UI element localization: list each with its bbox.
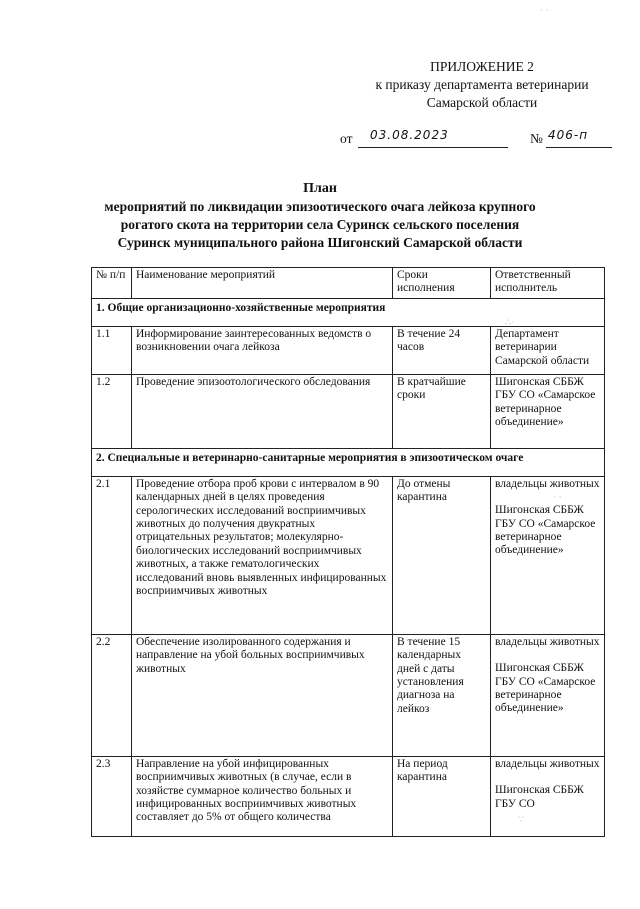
- responsible-primary: Департамент ветеринарии Самарской области: [495, 327, 590, 367]
- table-row: [92, 374, 605, 448]
- row-name: Информирование заинтересованных ведомств о возникновении очага лейкоза: [132, 326, 393, 374]
- header-responsible: Ответственный исполнитель: [491, 268, 605, 299]
- row-terms: На период карантина: [393, 756, 491, 836]
- row-num: 2.2: [92, 634, 132, 756]
- table-header-row: [92, 268, 605, 299]
- row-responsible: [491, 374, 605, 448]
- row-name: Направление на убой инфицированных восприимчивых животных (в случае, если в хозяйстве суммарное количество больных и инфицированных восприимчивых животных составляет до 5% от общего количества: [132, 756, 393, 836]
- row-responsible: [491, 756, 605, 836]
- plan-title-heading: План: [303, 181, 337, 196]
- appendix-header: [352, 58, 612, 112]
- row-num: 1.2: [92, 374, 132, 448]
- scan-noise: · ·: [540, 6, 549, 16]
- order-date-underline: [358, 147, 508, 148]
- row-responsible: [491, 476, 605, 634]
- scan-noise: ∵: [518, 815, 524, 825]
- header-num: № п/п: [92, 268, 132, 299]
- section-row: [92, 448, 605, 476]
- responsible-owners: владельцы животных: [495, 757, 600, 770]
- appendix-title: ПРИЛОЖЕНИЕ 2: [430, 59, 534, 74]
- row-num: 2.3: [92, 756, 132, 836]
- row-name: Проведение отбора проб крови с интервалом в 90 календарных дней в целях проведения серологических исследований восприимчивых животных до получения двукратных отрицательных результатов; молекулярно-биологических исследований восприимчивых животных, а также гематологических исследований вновь выявленных инфицированных восприимчивых животных: [132, 476, 393, 634]
- row-responsible: [491, 634, 605, 756]
- row-terms: В течение 15 календарных дней с даты установления диагноза на лейкоз: [393, 634, 491, 756]
- section-title: 1. Общие организационно-хозяйственные мероприятия: [92, 298, 605, 326]
- measures-table: [91, 267, 605, 837]
- header-name: Наименование мероприятий: [132, 268, 393, 299]
- order-number-prefix: №: [530, 131, 543, 146]
- appendix-line-region: Самарской области: [426, 95, 538, 110]
- table-row: [92, 326, 605, 374]
- plan-title: [60, 180, 580, 252]
- plan-title-line: мероприятий по ликвидации эпизоотического очага лейкоза крупного: [104, 199, 536, 214]
- row-num: 2.1: [92, 476, 132, 634]
- plan-title-line: рогатого скота на территории села Суринск сельского поселения: [120, 217, 520, 232]
- row-terms: В кратчайшие сроки: [393, 374, 491, 448]
- plan-title-line: Суринск муниципального района Шигонский Самарской области: [117, 235, 523, 250]
- order-number-underline: [546, 147, 612, 148]
- order-number-value: 406-п: [548, 128, 589, 142]
- row-terms: В течение 24 часов: [393, 326, 491, 374]
- appendix-line-order: к приказу департамента ветеринарии: [375, 77, 589, 92]
- row-responsible: [491, 326, 605, 374]
- header-terms: Сроки исполнения: [393, 268, 491, 299]
- row-name: Обеспечение изолированного содержания и направление на убой больных восприимчивых животных: [132, 634, 393, 756]
- responsible-owners: владельцы животных: [495, 635, 600, 648]
- order-date-prefix: от: [340, 131, 353, 146]
- responsible-station: Шигонская СББЖ ГБУ СО «Самарское ветеринарное объединение»: [495, 662, 596, 715]
- order-date-value: 03.08.2023: [370, 128, 449, 142]
- responsible-owners: владельцы животных: [495, 477, 600, 490]
- table-row: [92, 756, 605, 836]
- row-terms: До отмены карантина: [393, 476, 491, 634]
- responsible-station: Шигонская СББЖ ГБУ СО: [495, 784, 584, 810]
- section-title: 2. Специальные и ветеринарно-санитарные мероприятия в эпизоотическом очаге: [92, 448, 605, 476]
- section-row: [92, 298, 605, 326]
- row-num: 1.1: [92, 326, 132, 374]
- scan-noise: ∴·: [505, 318, 514, 328]
- order-date-number: [340, 128, 620, 149]
- scan-noise: · ·: [553, 493, 562, 503]
- responsible-primary: Шигонская СББЖ ГБУ СО «Самарское ветеринарное объединение»: [495, 375, 596, 429]
- table-row: [92, 634, 605, 756]
- table-row: [92, 476, 605, 634]
- row-name: Проведение эпизоотологического обследования: [132, 374, 393, 448]
- responsible-station: Шигонская СББЖ ГБУ СО «Самарское ветеринарное объединение»: [495, 504, 596, 557]
